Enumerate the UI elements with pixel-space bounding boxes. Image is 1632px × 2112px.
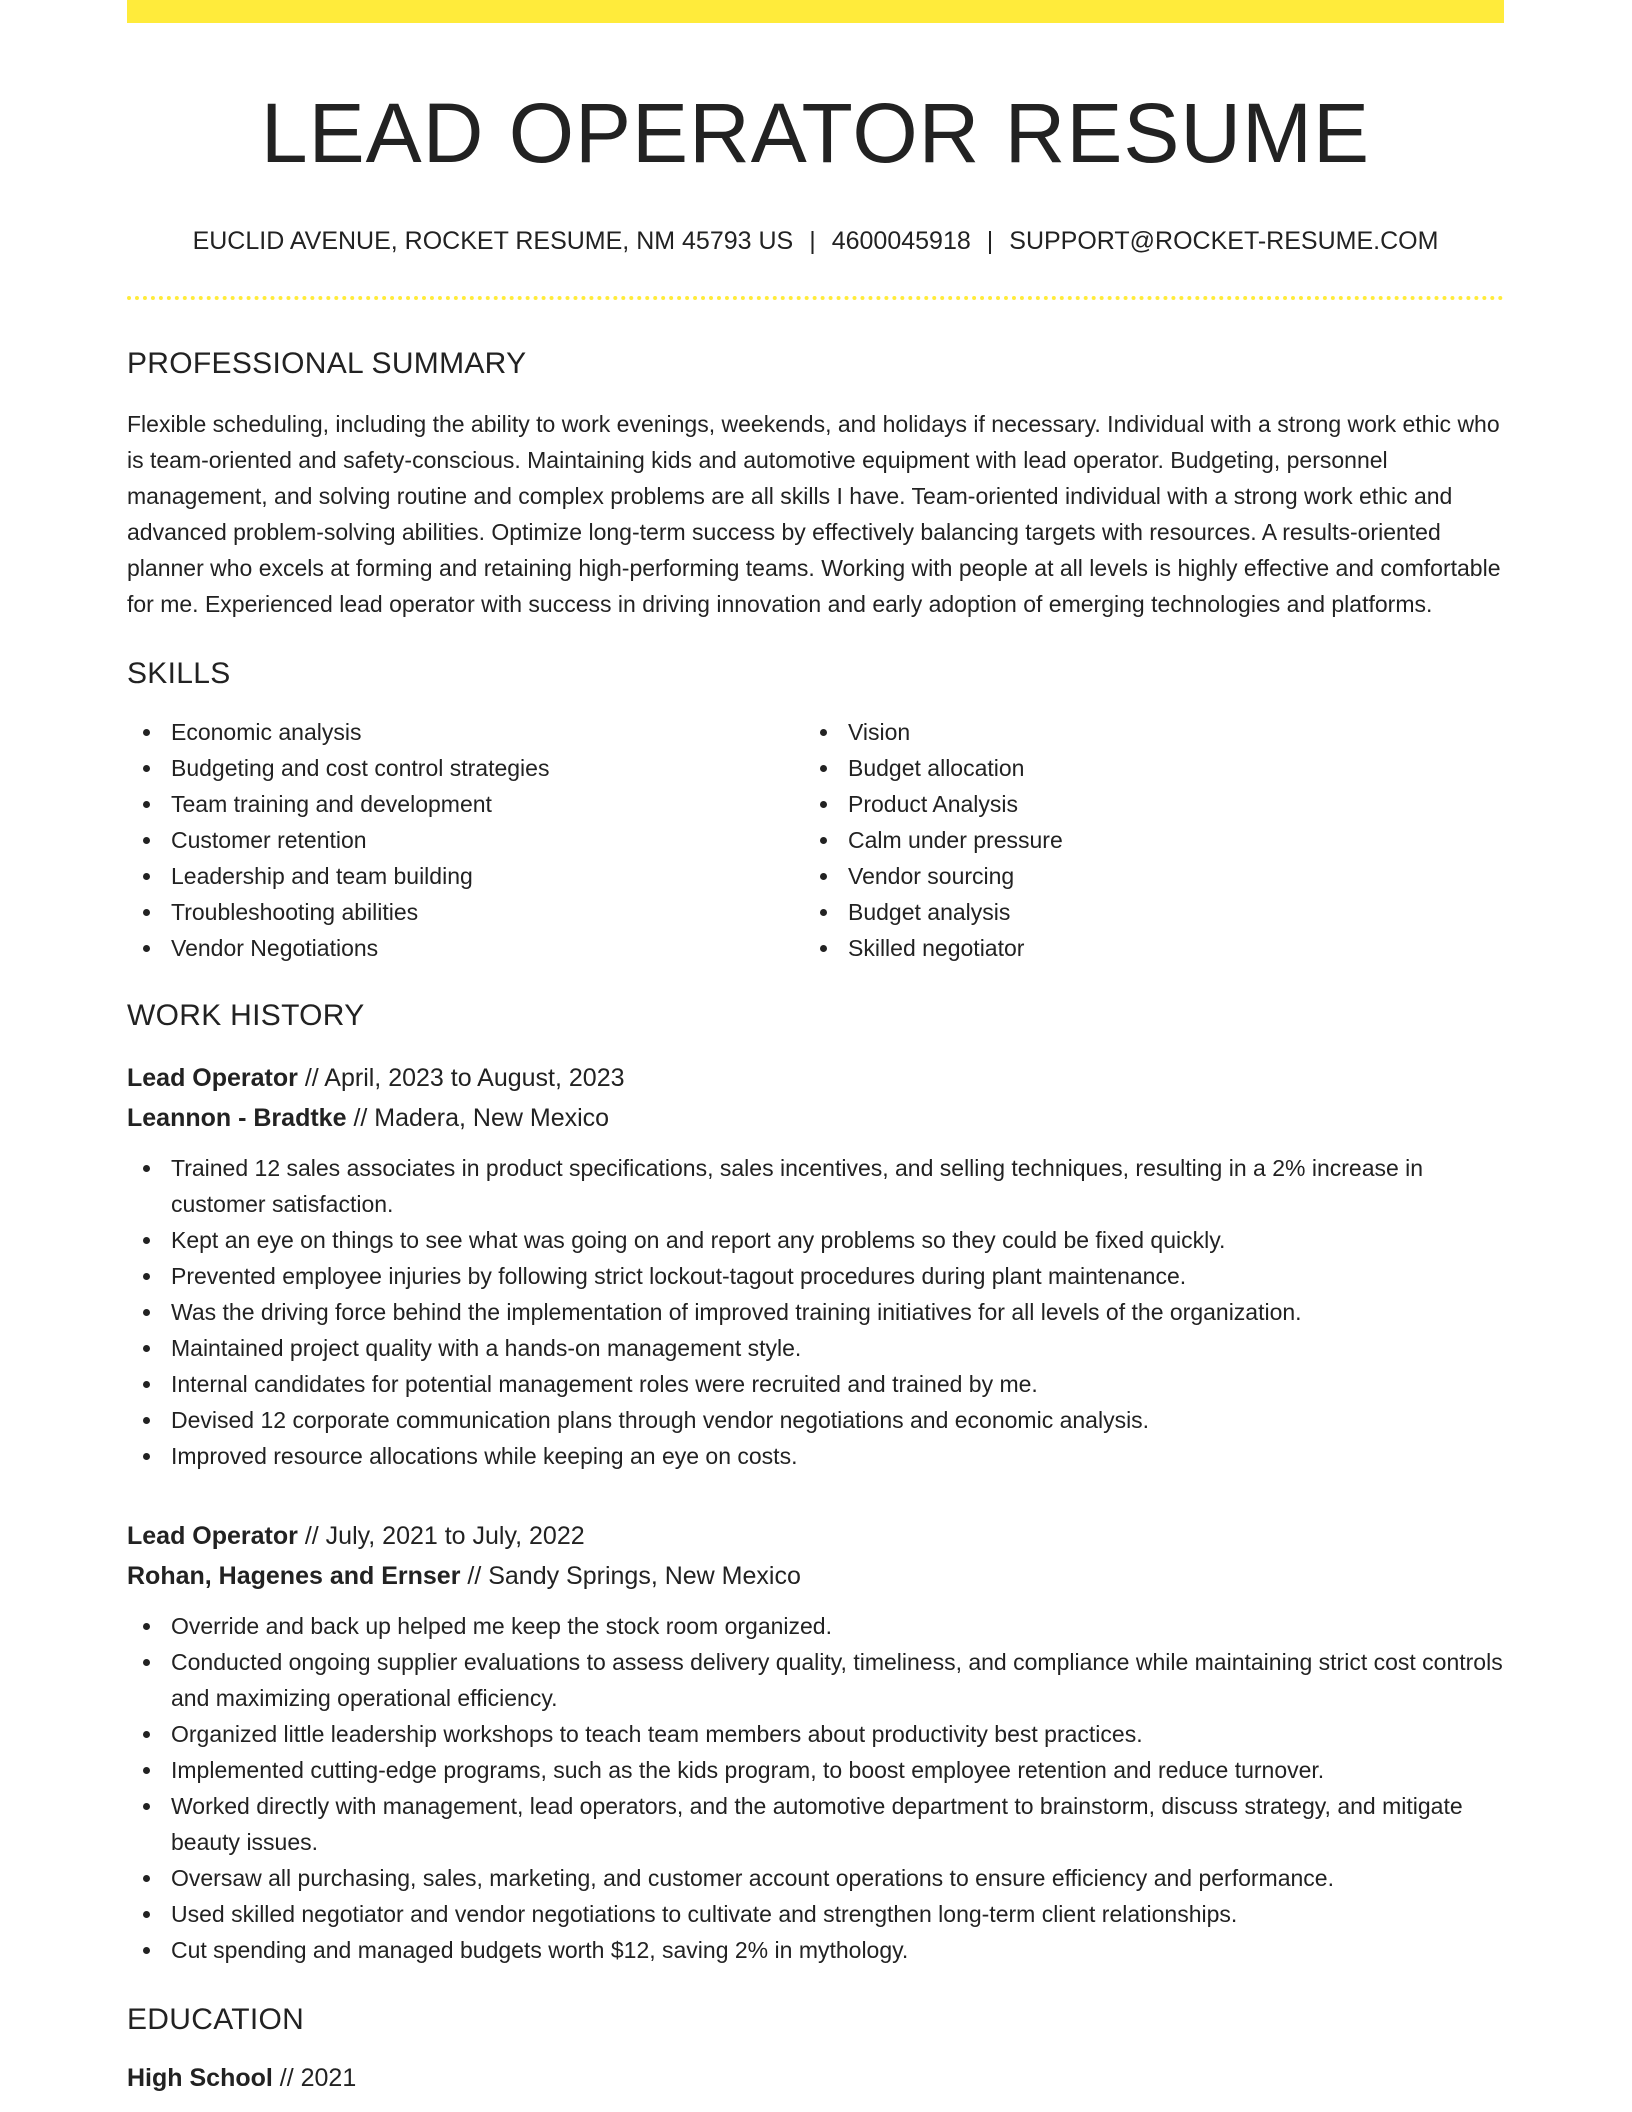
job-company-line (127, 1556, 1504, 1596)
resume-page (127, 0, 1504, 2098)
job-bullet: Used skilled negotiator and vendor negotiations to cultivate and strengthen long-term client relationships. (127, 1896, 1504, 1932)
job-dates: // April, 2023 to August, 2023 (304, 1063, 625, 1092)
job-bullets (127, 1150, 1504, 1474)
contact-separator: | (809, 226, 816, 255)
contact-email: SUPPORT@ROCKET-RESUME.COM (1009, 226, 1439, 255)
skills-column-left (127, 714, 804, 966)
job-bullets (127, 1608, 1504, 1968)
job-company: Leannon - Bradtke (127, 1103, 347, 1132)
job-company-line (127, 1098, 1504, 1138)
job-bullet: Oversaw all purchasing, sales, marketing, and customer account operations to ensure efficiency and performance. (127, 1860, 1504, 1896)
job-bullet: Was the driving force behind the implementation of improved training initiatives for all levels of the organization. (127, 1294, 1504, 1330)
resume-title: LEAD OPERATOR RESUME (260, 86, 1371, 180)
education-line (127, 2058, 1504, 2098)
job-bullet: Override and back up helped me keep the stock room organized. (127, 1608, 1504, 1644)
job-dates: // July, 2021 to July, 2022 (304, 1521, 585, 1550)
job-role: Lead Operator (127, 1063, 298, 1092)
job-bullet: Cut spending and managed budgets worth $12, saving 2% in mythology. (127, 1932, 1504, 1968)
job-bullet: Implemented cutting-edge programs, such as the kids program, to boost employee retention and reduce turnover. (127, 1752, 1504, 1788)
contact-separator: | (986, 226, 994, 255)
dotted-divider (127, 296, 1504, 300)
skill-item: Product Analysis (804, 786, 1481, 822)
contact-address: EUCLID AVENUE, ROCKET RESUME, NM 45793 US (192, 226, 794, 255)
education-heading: EDUCATION (127, 2002, 305, 2036)
job-entry (127, 1058, 1504, 1474)
job-company: Rohan, Hagenes and Ernser (127, 1561, 461, 1590)
skill-item: Leadership and team building (127, 858, 804, 894)
job-role: Lead Operator (127, 1521, 298, 1550)
skill-item: Troubleshooting abilities (127, 894, 804, 930)
job-bullet: Maintained project quality with a hands-on management style. (127, 1330, 1504, 1366)
skill-item: Budget allocation (804, 750, 1481, 786)
job-bullet: Internal candidates for potential management roles were recruited and trained by me. (127, 1366, 1504, 1402)
contact-phone: 4600045918 (831, 226, 971, 255)
job-bullet: Conducted ongoing supplier evaluations to assess delivery quality, timeliness, and compliance while maintaining strict cost controls and maximizing operational efficiency. (127, 1644, 1504, 1716)
job-bullet: Devised 12 corporate communication plans through vendor negotiations and economic analysis. (127, 1402, 1504, 1438)
skill-item: Budget analysis (804, 894, 1481, 930)
skills-column-right (804, 714, 1481, 966)
job-title-line (127, 1516, 1504, 1556)
skills-list (127, 714, 1504, 966)
job-entry (127, 1516, 1504, 1968)
skill-item: Vision (804, 714, 1481, 750)
contact-line (127, 226, 1504, 256)
skill-item: Calm under pressure (804, 822, 1481, 858)
skill-item: Budgeting and cost control strategies (127, 750, 804, 786)
skill-item: Economic analysis (127, 714, 804, 750)
job-bullet: Organized little leadership workshops to teach team members about productivity best practices. (127, 1716, 1504, 1752)
job-bullet: Worked directly with management, lead operators, and the automotive department to brainstorm, discuss strategy, and mitigate beauty issues. (127, 1788, 1504, 1860)
job-bullet: Kept an eye on things to see what was going on and report any problems so they could be fixed quickly. (127, 1222, 1504, 1258)
job-bullet: Trained 12 sales associates in product specifications, sales incentives, and selling techniques, resulting in a 2% increase in customer satisfaction. (127, 1150, 1504, 1222)
work-history-heading: WORK HISTORY (127, 998, 365, 1032)
skill-item: Customer retention (127, 822, 804, 858)
job-location: // Madera, New Mexico (353, 1103, 610, 1132)
job-location: // Sandy Springs, New Mexico (467, 1561, 801, 1590)
skill-item: Vendor sourcing (804, 858, 1481, 894)
skill-item: Team training and development (127, 786, 804, 822)
education-year: // 2021 (279, 2063, 357, 2092)
job-bullet: Prevented employee injuries by following strict lockout-tagout procedures during plant maintenance. (127, 1258, 1504, 1294)
job-title-line (127, 1058, 1504, 1098)
skill-item: Skilled negotiator (804, 930, 1481, 966)
top-accent-bar (127, 0, 1504, 23)
summary-text: Flexible scheduling, including the ability to work evenings, weekends, and holidays if necessary. Individual with a strong work ethic who is team-oriented and safety-conscious. Maintaining kids and automotive equipment with lead operator. Budgeting, personnel management, and solving routine and complex problems are all skills I have. Team-oriented individual with a strong work ethic and advanced problem-solving abilities. Optimize long-term success by effectively balancing targets with resources. A results-oriented planner who excels at forming and retaining high-performing teams. Working with people at all levels is highly effective and comfortable for me. Experienced lead operator with success in driving innovation and early adoption of emerging technologies and platforms. (127, 410, 1501, 617)
skill-item: Vendor Negotiations (127, 930, 804, 966)
summary-heading: PROFESSIONAL SUMMARY (127, 346, 527, 380)
skills-heading: SKILLS (127, 656, 231, 690)
education-school: High School (127, 2063, 273, 2092)
job-bullet: Improved resource allocations while keeping an eye on costs. (127, 1438, 1504, 1474)
